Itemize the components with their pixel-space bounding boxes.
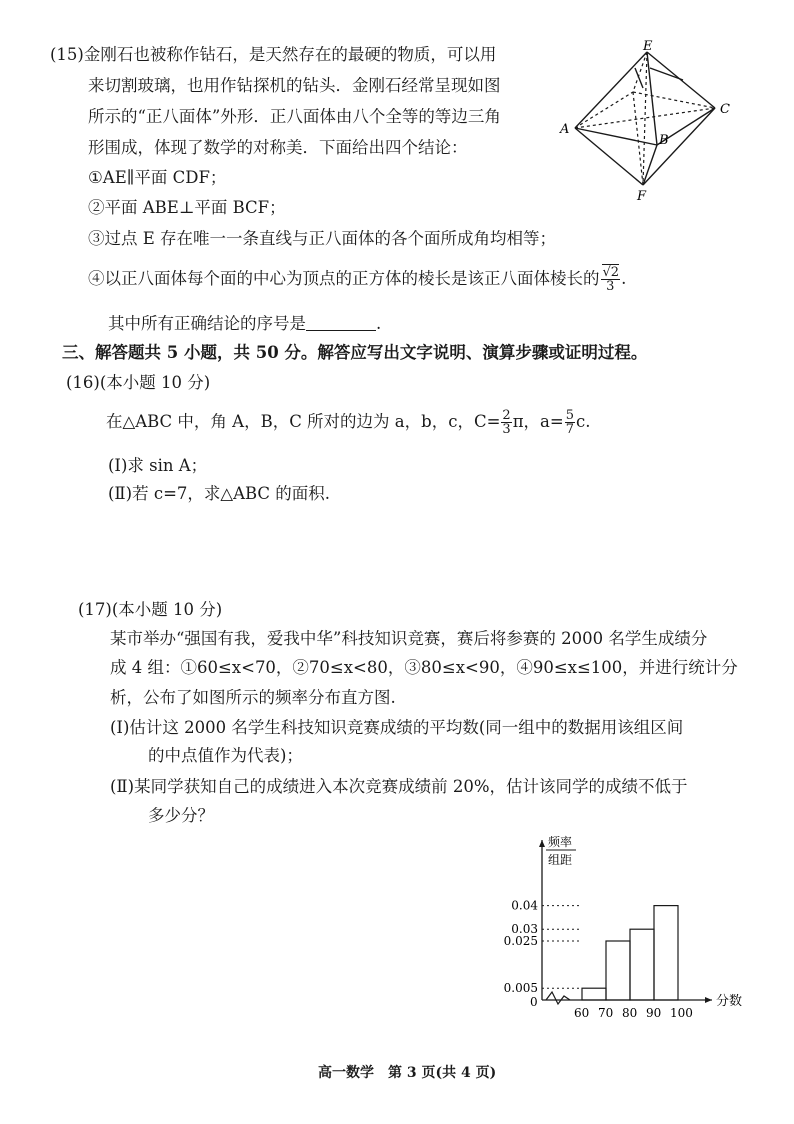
q17-heading: (17)(本小题 10 分) bbox=[78, 600, 223, 619]
q15-conclusion-4-text: ④以正八面体每个面的中心为顶点的正方体的棱长是该正八面体棱长的 bbox=[88, 269, 600, 288]
q16-heading: (16)(本小题 10 分) bbox=[66, 373, 211, 392]
histogram-bar bbox=[654, 906, 678, 1000]
section-3-heading: 三、解答题共 5 小题，共 50 分。解答应写出文字说明、演算步骤或证明过程。 bbox=[62, 343, 648, 362]
edge-ed-hidden bbox=[633, 52, 647, 92]
q17-part-2-line-1: (Ⅱ)某同学获知自己的成绩进入本次竞赛成绩前 20%，估计该同学的成绩不低于 bbox=[110, 777, 688, 796]
q17-line-3: 析，公布了如图所示的频率分布直方图. bbox=[110, 688, 396, 707]
edge-eb bbox=[647, 52, 657, 145]
histogram-bar bbox=[582, 988, 606, 1000]
diagonal-ef-hidden bbox=[643, 52, 647, 185]
vertex-label-e: E bbox=[643, 40, 653, 54]
y-tick-label: 0.005 bbox=[503, 981, 538, 996]
edge-marker-2 bbox=[635, 68, 643, 88]
q16-fraction-a bbox=[565, 409, 575, 436]
page-footer: 高一数学 第 3 页(共 4 页) bbox=[318, 1065, 497, 1081]
y-axis-arrow bbox=[539, 840, 545, 847]
x-tick-label: 70 bbox=[598, 1006, 614, 1020]
y-tick-label: 0.03 bbox=[511, 922, 538, 937]
q15-answer-blank[interactable] bbox=[306, 314, 376, 331]
frequency-histogram bbox=[480, 828, 760, 1028]
q16-stem-end: c. bbox=[575, 412, 591, 431]
y-tick-label: 0.025 bbox=[503, 934, 538, 948]
x-axis-arrow bbox=[705, 997, 712, 1003]
histogram-bar bbox=[630, 929, 654, 1000]
histogram-bar bbox=[606, 941, 630, 1000]
histogram-layer bbox=[504, 840, 742, 1020]
x-axis-label: 分数 bbox=[716, 994, 743, 1009]
q16-fraction-a-num: 5 bbox=[565, 408, 574, 423]
q17-line-1: 某市举办“强国有我，爱我中华”科技知识竞赛，赛后将参赛的 2000 名学生成绩分 bbox=[110, 629, 708, 648]
edge-bf bbox=[643, 145, 657, 185]
q16-fraction-c-den: 3 bbox=[502, 422, 511, 437]
y-tick-label: 0.04 bbox=[511, 898, 538, 913]
q17-part-1-line-2: 的中点值作为代表)； bbox=[148, 746, 303, 765]
q16-part-2: (Ⅱ)若 c=7，求△ABC 的面积. bbox=[108, 484, 331, 503]
x-tick-label: 100 bbox=[670, 1006, 693, 1020]
q16-stem bbox=[106, 409, 590, 436]
vertex-label-f: F bbox=[637, 189, 647, 204]
edge-df-hidden bbox=[633, 92, 643, 185]
edge-marker bbox=[650, 68, 683, 80]
y-axis-label-numerator: 频率 bbox=[548, 835, 573, 849]
q17-part-1-line-1: (Ⅰ)估计这 2000 名学生科技知识竞赛成绩的平均数(同一组中的数据用该组区间 bbox=[110, 718, 684, 737]
origin-label: 0 bbox=[530, 995, 538, 1009]
y-axis-label-denominator: 组距 bbox=[548, 853, 573, 867]
q15-ask-text: 其中所有正确结论的序号是 bbox=[108, 314, 306, 333]
q15-fraction-den: 3 bbox=[606, 279, 615, 294]
q16-fraction-c-num: 2 bbox=[502, 408, 511, 423]
q16-fraction-c bbox=[501, 409, 511, 436]
q15-ask-end: . bbox=[376, 314, 382, 333]
q17-part-2-line-2: 多少分？ bbox=[148, 806, 214, 825]
q15-conclusion-4 bbox=[88, 266, 626, 293]
octahedron-figure bbox=[555, 40, 745, 205]
q15-line-1: (15)金刚石也被称作钻石，是天然存在的最硬的物质，可以用 bbox=[50, 45, 497, 64]
vertex-label-a: A bbox=[560, 122, 570, 137]
vertex-label-c: C bbox=[720, 102, 730, 117]
q15-conclusion-4-end: . bbox=[621, 269, 627, 288]
vertex-label-b: B bbox=[659, 133, 669, 148]
edge-af bbox=[575, 128, 643, 185]
q16-stem-text: 在△ABC 中，角 A，B，C 所对的边为 a，b，c，C= bbox=[106, 412, 501, 431]
q16-stem-mid: π，a= bbox=[512, 412, 564, 431]
q15-conclusion-1: ①AE∥平面 CDF； bbox=[88, 168, 227, 187]
axis-break bbox=[546, 992, 570, 1004]
x-tick-label: 60 bbox=[574, 1006, 590, 1020]
q15-line-4: 形围成，体现了数学的对称美．下面给出四个结论： bbox=[88, 138, 468, 157]
q15-conclusion-2: ②平面 ABE⊥平面 BCF； bbox=[88, 198, 286, 217]
q17-line-2: 成 4 组：①60≤x<70，②70≤x<80，③80≤x<90，④90≤x≤100，并进行统计分 bbox=[110, 658, 738, 677]
q16-fraction-a-den: 7 bbox=[565, 422, 574, 437]
q15-conclusion-3: ③过点 E 存在唯一一条直线与正八面体的各个面所成角均相等； bbox=[88, 229, 557, 248]
q15-fraction-num: √2 bbox=[602, 265, 620, 280]
x-tick-label: 90 bbox=[646, 1006, 662, 1020]
q15-line-3: 所示的“正八面体”外形．正八面体由八个全等的等边三角 bbox=[88, 107, 501, 126]
q15-line-2: 来切割玻璃，也用作钻探机的钻头．金刚石经常呈现如图 bbox=[88, 76, 501, 95]
q15-fraction bbox=[601, 266, 621, 293]
q15-ask bbox=[108, 313, 381, 335]
x-tick-label: 80 bbox=[622, 1006, 638, 1020]
q16-part-1: (Ⅰ)求 sin A； bbox=[108, 456, 208, 475]
